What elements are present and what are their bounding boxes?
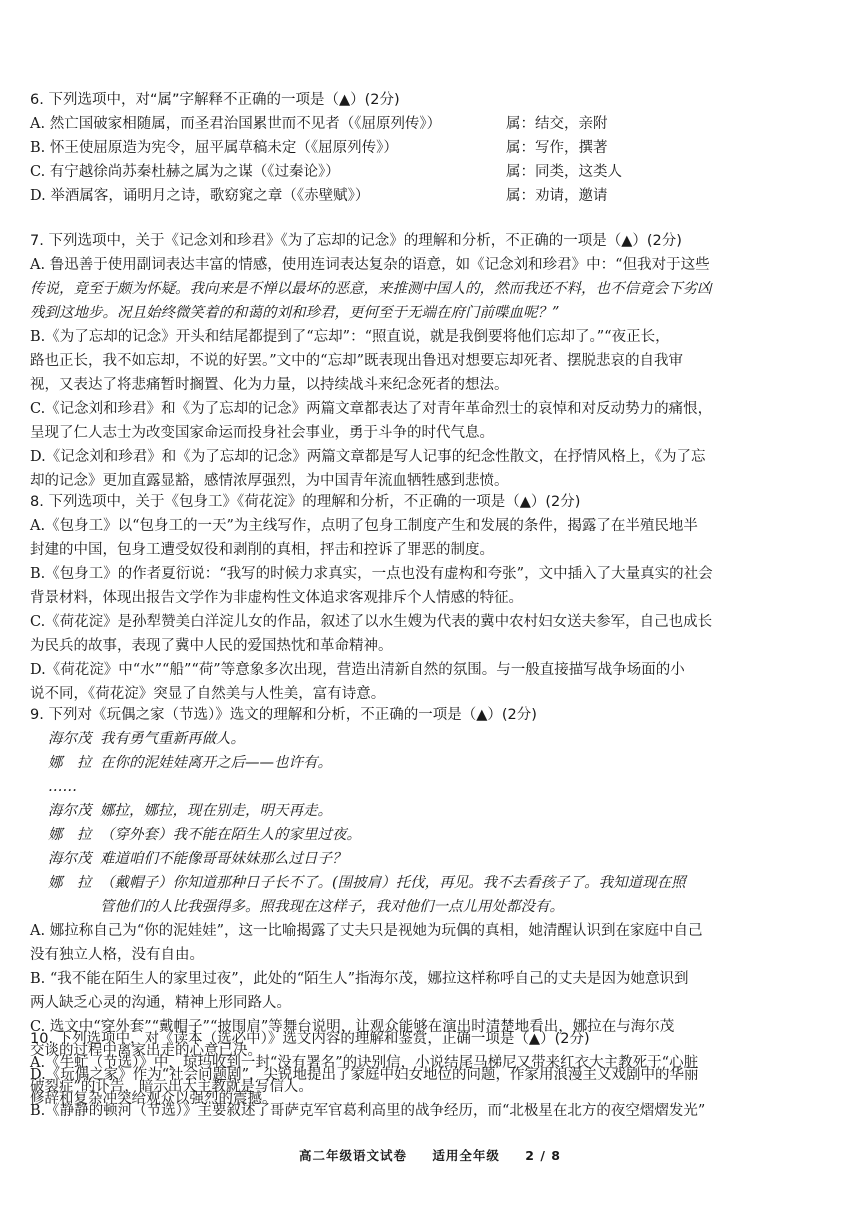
question-6-option-b: B. 怀王使屈原造为宪令，屈平属草稿未定（《屈原列传》） 属：写作，撰著: [30, 136, 820, 160]
question-7-line: 呈现了仁人志士为改变国家命运而投身社会事业，勇于斗争的时代气息。: [30, 425, 494, 441]
speech: 娜拉，娜拉，现在别走，明天再走。: [100, 803, 332, 819]
question-8-line: B.《包身工》的作者夏衍说：“我写的时候力求真实，一点也没有虚构和夸张”，文中插入了大量真实的社会: [30, 566, 713, 582]
question-8-line: 封建的中国，包身工遭受奴役和剥削的真相，抨击和控诉了罪恶的制度。: [30, 542, 494, 558]
question-8-stem: 8. 下列选项中，关于《包身工》《荷花淀》的理解和分析，不正确的一项是（▲）(2分): [30, 494, 581, 510]
speaker: 娜 拉: [48, 827, 92, 843]
question-10-stem: 10. 下列选项中，对《读本（选必中）》选文内容的理解和鉴赏，正确一项是（▲）(2分): [30, 1031, 590, 1047]
question-8-line: D.《荷花淀》中“水”“船”“荷”等意象多次出现，营造出清新自然的氛围。与一般直接描写战争场面的小: [30, 662, 685, 678]
question-6-option-d: D. 举酒属客，诵明月之诗，歌窈窕之章（《赤壁赋》） 属：劝请，邀请: [30, 184, 820, 208]
question-8-line: 说不同，《荷花淀》突显了自然美与人性美，富有诗意。: [30, 686, 386, 702]
speech: （戴帽子）你知道那种日子长不了。(围披肩）托伐，再见。我不去看孩子了。我知道现在照: [100, 875, 686, 891]
page-number: 2 / 8: [525, 1148, 561, 1163]
exam-title: 高二年级语文试卷: [299, 1148, 408, 1163]
question-9-line: 没有独立人格，没有自由。: [30, 947, 204, 963]
question-9-line: 交谈的过程中离家出走的心意已决。: [30, 1043, 262, 1059]
speaker: 娜 拉: [48, 875, 92, 891]
exam-scope: 适用全年级: [432, 1148, 500, 1163]
dialogue-line: [48, 775, 820, 799]
question-8-line: A.《包身工》以“包身工的一天”为主线写作，点明了包身工制度产生和发展的条件，揭露了在半殖民地半: [30, 518, 698, 534]
question-10: [30, 1027, 820, 1123]
question-9-line: C. 选文中“穿外套”“戴帽子”“披围肩”等舞台说明，让观众能够在演出时清楚地看出，娜拉在与海尔茂: [30, 1019, 675, 1035]
dialogue-line: [48, 871, 820, 895]
question-9-line: 修辞和复杂冲突给观众以强烈的震撼。: [30, 1091, 277, 1107]
speech: 我有勇气重新再做人。: [100, 731, 245, 747]
dialogue-line: [48, 727, 820, 751]
question-7-stem: 7. 下列选项中，关于《记念刘和珍君》《为了忘却的记念》的理解和分析，不正确的一项是（▲）(2分): [30, 233, 682, 249]
speaker: 海尔茂: [48, 851, 92, 867]
speaker: 娜 拉: [48, 755, 92, 771]
question-7: [30, 229, 820, 493]
question-7-line: A. 鲁迅善于使用副词表达丰富的情感，使用连词表达复杂的语意，如《记念刘和珍君》中：“但我对于这些: [30, 257, 710, 273]
question-8-line: C.《荷花淀》是孙犁赞美白洋淀儿女的作品，叙述了以水生嫂为代表的冀中农村妇女送夫参军，自己也成长: [30, 614, 713, 630]
question-9-line: B. “我不能在陌生人的家里过夜”，此处的“陌生人”指海尔茂，娜拉这样称呼自己的丈夫是因为她意识到: [30, 971, 689, 987]
question-9-line: A. 娜拉称自己为“你的泥娃娃”，这一比喻揭露了丈夫只是视她为玩偶的真相，她清醒认识到在家庭中自己: [30, 923, 703, 939]
question-7-line: 传说，竟至于颇为怀疑。我向来是不惮以最坏的恶意，来推测中国人的，然而我还不料，也不信竟会下劣凶: [30, 281, 712, 297]
page-footer: [0, 1146, 860, 1164]
question-9-line: 两人缺乏心灵的沟通，精神上形同路人。: [30, 995, 291, 1011]
dialogue-line: [48, 799, 820, 823]
question-7-line: C.《记念刘和珍君》和《为了忘却的记念》两篇文章都表达了对青年革命烈士的哀悼和对反动势力的痛恨，: [30, 401, 713, 417]
question-6-option-c: C. 有宁越徐尚苏秦杜赫之属为之谋（《过秦论》） 属：同类，这类人: [30, 160, 820, 184]
question-9-stem: 9. 下列对《玩偶之家（节选）》选文的理解和分析，不正确的一项是（▲）(2分): [30, 707, 537, 723]
question-8-line: 背景材料，体现出报告文学作为非虚构性文体追求客观排斥个人情感的特征。: [30, 590, 523, 606]
question-8: [30, 490, 820, 706]
drama-excerpt: [30, 727, 820, 919]
question-6-option-a: A. 然亡国破家相随属，而圣君治国累世而不见者（《屈原列传》） 属：结交，亲附: [30, 112, 820, 136]
option-gloss: 属：同类，这类人: [506, 164, 622, 180]
speech: 在你的泥娃娃离开之后——也许有。: [100, 755, 332, 771]
speech: （穿外套）我不能在陌生人的家里过夜。: [100, 827, 361, 843]
question-9-line: D.《玩偶之家》作为“社会问题剧”，尖锐地提出了家庭中妇女地位的问题，作家用浪漫主义戏剧中的华丽: [30, 1067, 699, 1083]
question-7-line: 路也正长，我不如忘却，不说的好罢。”文中的“忘却”既表现出鲁迅对想要忘却死者、摆脱悲哀的自我审: [30, 353, 683, 369]
question-7-line: 却的记念》更加直露显豁，感情浓厚强烈，为中国青年流血牺牲感到悲愤。: [30, 473, 509, 489]
question-6-stem: 6. 下列选项中，对“属”字解释不正确的一项是（▲）(2分): [30, 92, 400, 108]
question-8-line: 为民兵的故事，表现了冀中人民的爱国热忱和革命精神。: [30, 638, 393, 654]
question-10-line: A.《牛虻（节选）》中，琼玛收到一封“没有署名”的诀别信，小说结尾马梯尼又带来红衣大主教死于“心脏: [30, 1055, 699, 1071]
speaker: 海尔茂: [48, 803, 92, 819]
question-7-line: B.《为了忘却的记念》开头和结尾都提到了“忘却”：“照直说，就是我倒要将他们忘却了。”“夜正长，: [30, 329, 670, 345]
dialogue-continuation: 管他们的人比我强得多。照我现在这样子，我对他们一点儿用处都没有。: [100, 899, 564, 915]
question-7-line: D.《记念刘和珍君》和《为了忘却的记念》两篇文章都是写人记事的纪念性散文，在抒情风格上，《为了忘: [30, 449, 706, 465]
dialogue-line: [48, 847, 820, 871]
dialogue-line: [48, 823, 820, 847]
question-7-line: 残到这地步。况且始终微笑着的和蔼的刘和珍君，更何至于无端在府门前喋血呢？”: [30, 305, 560, 321]
speech: 难道咱们不能像哥哥妹妹那么过日子？: [100, 851, 347, 867]
option-gloss: 属：劝请，邀请: [506, 188, 608, 204]
dialogue-line: [48, 751, 820, 775]
question-10-line: 破裂症”的讣告，暗示出大主教就是写信人。: [30, 1079, 313, 1095]
question-7-line: 视，又表达了将悲痛暂时搁置、化为力量，以持续战斗来纪念死者的想法。: [30, 377, 509, 393]
question-6: [30, 88, 820, 208]
question-10-line: B.《静静的顿河（节选）》主要叙述了哥萨克军官葛利高里的战争经历，而“北极星在北方的夜空熠熠发光”: [30, 1103, 706, 1119]
option-gloss: 属：结交，亲附: [506, 116, 608, 132]
ellipsis: ……: [48, 779, 77, 795]
speaker: 海尔茂: [48, 731, 92, 747]
option-gloss: 属：写作，撰著: [506, 140, 608, 156]
